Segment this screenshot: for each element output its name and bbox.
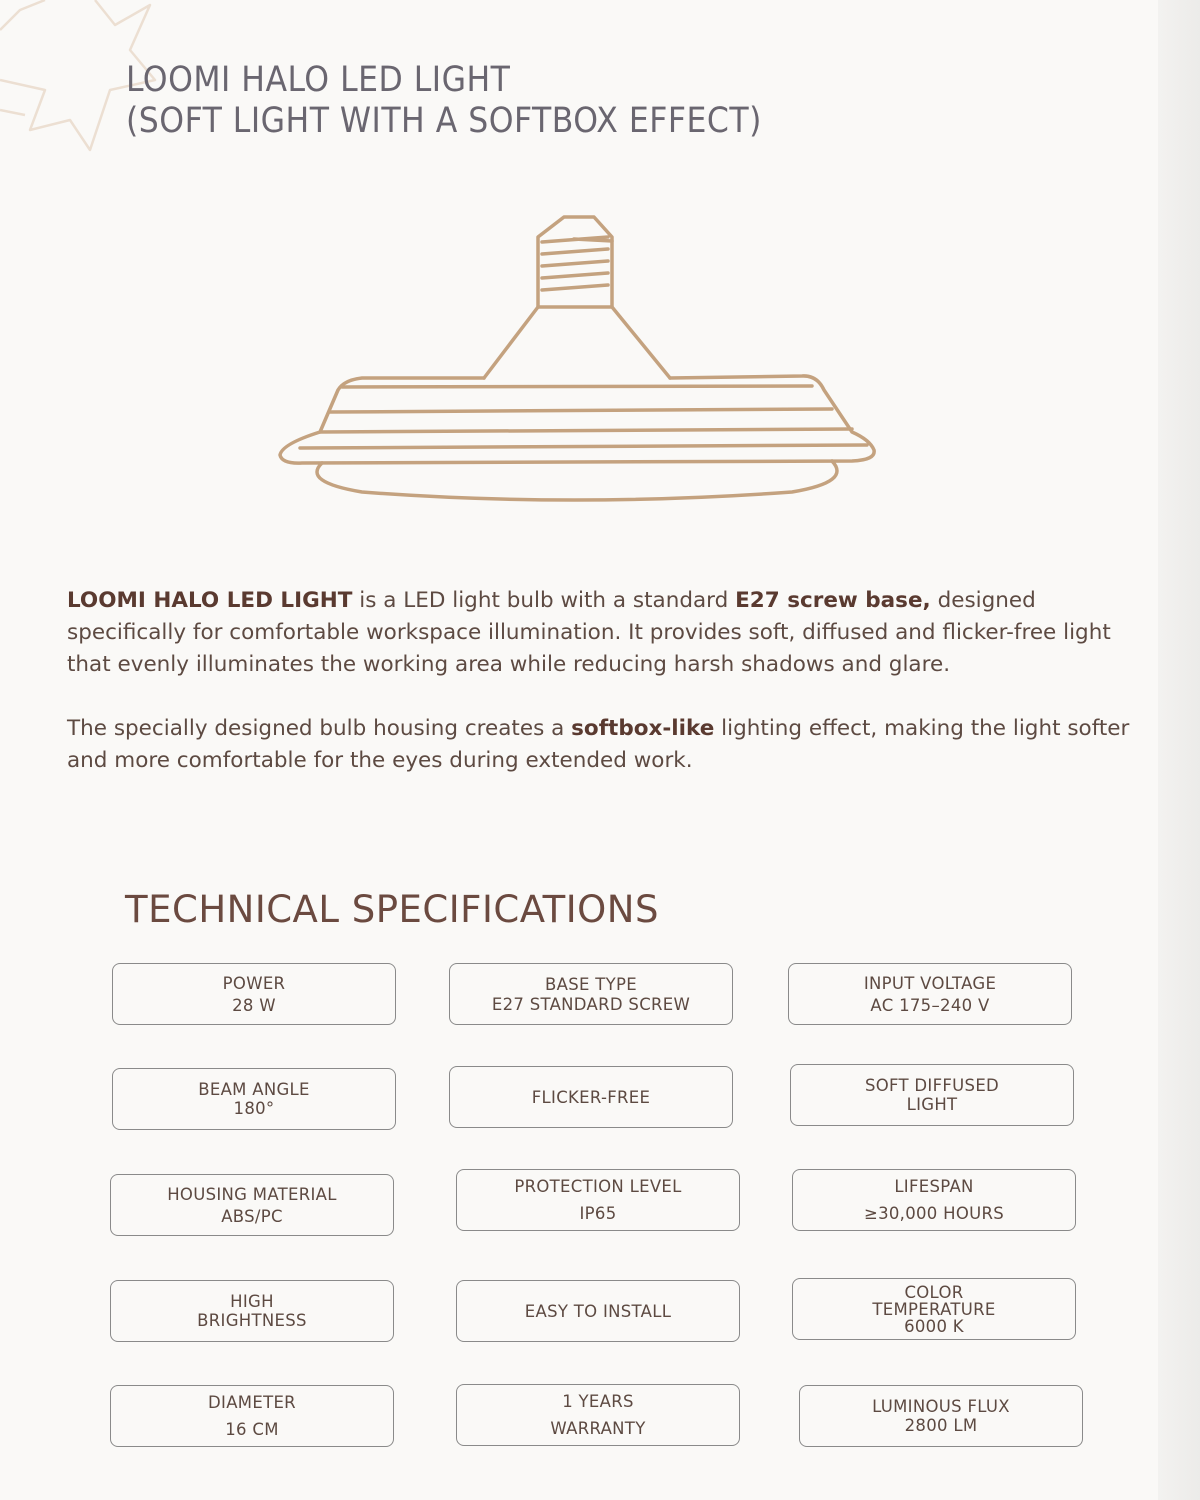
desc-text: designed specifically for comfortable workspace illumination. It provides soft, diffused and flicker-free light that evenly illuminates the working area while reducing harsh shadows and glare. xyxy=(67,588,1111,677)
spec-value: AC 175–240 V xyxy=(870,995,990,1015)
spec-value: WARRANTY xyxy=(550,1419,646,1438)
spec-label: PROTECTION LEVEL xyxy=(514,1177,682,1196)
right-edge-strip xyxy=(1158,0,1200,1500)
spec-value: LIGHT xyxy=(906,1095,958,1114)
spec-value: 180° xyxy=(233,1099,275,1118)
spec-card-input-voltage xyxy=(788,963,1072,1025)
bulb-illustration xyxy=(272,212,882,512)
spec-card-base-type xyxy=(449,963,733,1025)
spec-label: DIAMETER xyxy=(208,1393,296,1412)
spec-card-power xyxy=(112,963,396,1025)
spec-label: BEAM ANGLE xyxy=(198,1080,310,1099)
spec-value: IP65 xyxy=(579,1204,617,1223)
spec-value: ABS/PC xyxy=(221,1206,283,1226)
spec-value: 16 CM xyxy=(225,1420,279,1439)
spec-card-diameter xyxy=(110,1385,394,1447)
description-paragraph-2 xyxy=(67,713,1157,777)
desc-text: lighting effect, making the light softer and more comfortable for the eyes during extended work. xyxy=(67,716,1130,773)
desc-text: The specially designed bulb housing creates a xyxy=(67,716,572,741)
page-title xyxy=(126,60,762,142)
spec-card-soft-diffused-light xyxy=(790,1064,1074,1126)
spec-card-luminous-flux xyxy=(799,1385,1083,1447)
spec-label: LUMINOUS FLUX xyxy=(872,1397,1010,1416)
spec-label: COLOR xyxy=(904,1282,964,1302)
product-name-bold: LOOMI HALO LED LIGHT xyxy=(67,588,353,613)
desc-text: is a LED light bulb with a standard xyxy=(352,588,736,613)
spec-card-high-brightness xyxy=(110,1280,394,1342)
spec-value: 2800 LM xyxy=(904,1416,978,1435)
title-line-1: LOOMI HALO LED LIGHT xyxy=(126,60,511,100)
spec-card-easy-to-install xyxy=(456,1280,740,1342)
softbox-bold: softbox-like xyxy=(571,716,715,741)
spec-card-protection-level xyxy=(456,1169,740,1231)
spec-label: 1 YEARS xyxy=(562,1392,634,1411)
product-description xyxy=(67,585,1157,809)
spec-value: 28 W xyxy=(232,995,276,1015)
spec-card-lifespan xyxy=(792,1169,1076,1231)
spec-value: E27 STANDARD SCREW xyxy=(491,994,691,1014)
spec-label: HOUSING MATERIAL xyxy=(167,1184,337,1204)
spec-label: INPUT VOLTAGE xyxy=(863,973,997,993)
spec-label: EASY TO INSTALL xyxy=(524,1301,672,1321)
description-paragraph-1 xyxy=(67,585,1157,681)
spec-card-color-temperature xyxy=(792,1278,1076,1340)
spec-card-warranty xyxy=(456,1384,740,1446)
spec-label: LIFESPAN xyxy=(894,1177,974,1196)
spec-value: 6000 K xyxy=(904,1316,964,1336)
spec-card-beam-angle xyxy=(112,1068,396,1130)
spec-label: BASE TYPE xyxy=(545,974,637,994)
spec-card-housing-material xyxy=(110,1174,394,1236)
spec-label: TEMPERATURE xyxy=(872,1299,996,1319)
spec-label: SOFT DIFFUSED xyxy=(864,1076,1000,1095)
spec-label: POWER xyxy=(222,973,286,993)
spec-card-flicker-free xyxy=(449,1066,733,1128)
spec-value: BRIGHTNESS xyxy=(197,1311,307,1330)
title-line-2: (SOFT LIGHT WITH A SOFTBOX EFFECT) xyxy=(126,101,762,141)
base-type-bold: E27 screw base, xyxy=(735,588,931,613)
specifications-heading: TECHNICAL SPECIFICATIONS xyxy=(125,888,659,931)
spec-label: HIGH xyxy=(230,1292,274,1311)
spec-label: FLICKER-FREE xyxy=(531,1087,651,1107)
spec-value: ≥30,000 HOURS xyxy=(863,1204,1005,1223)
